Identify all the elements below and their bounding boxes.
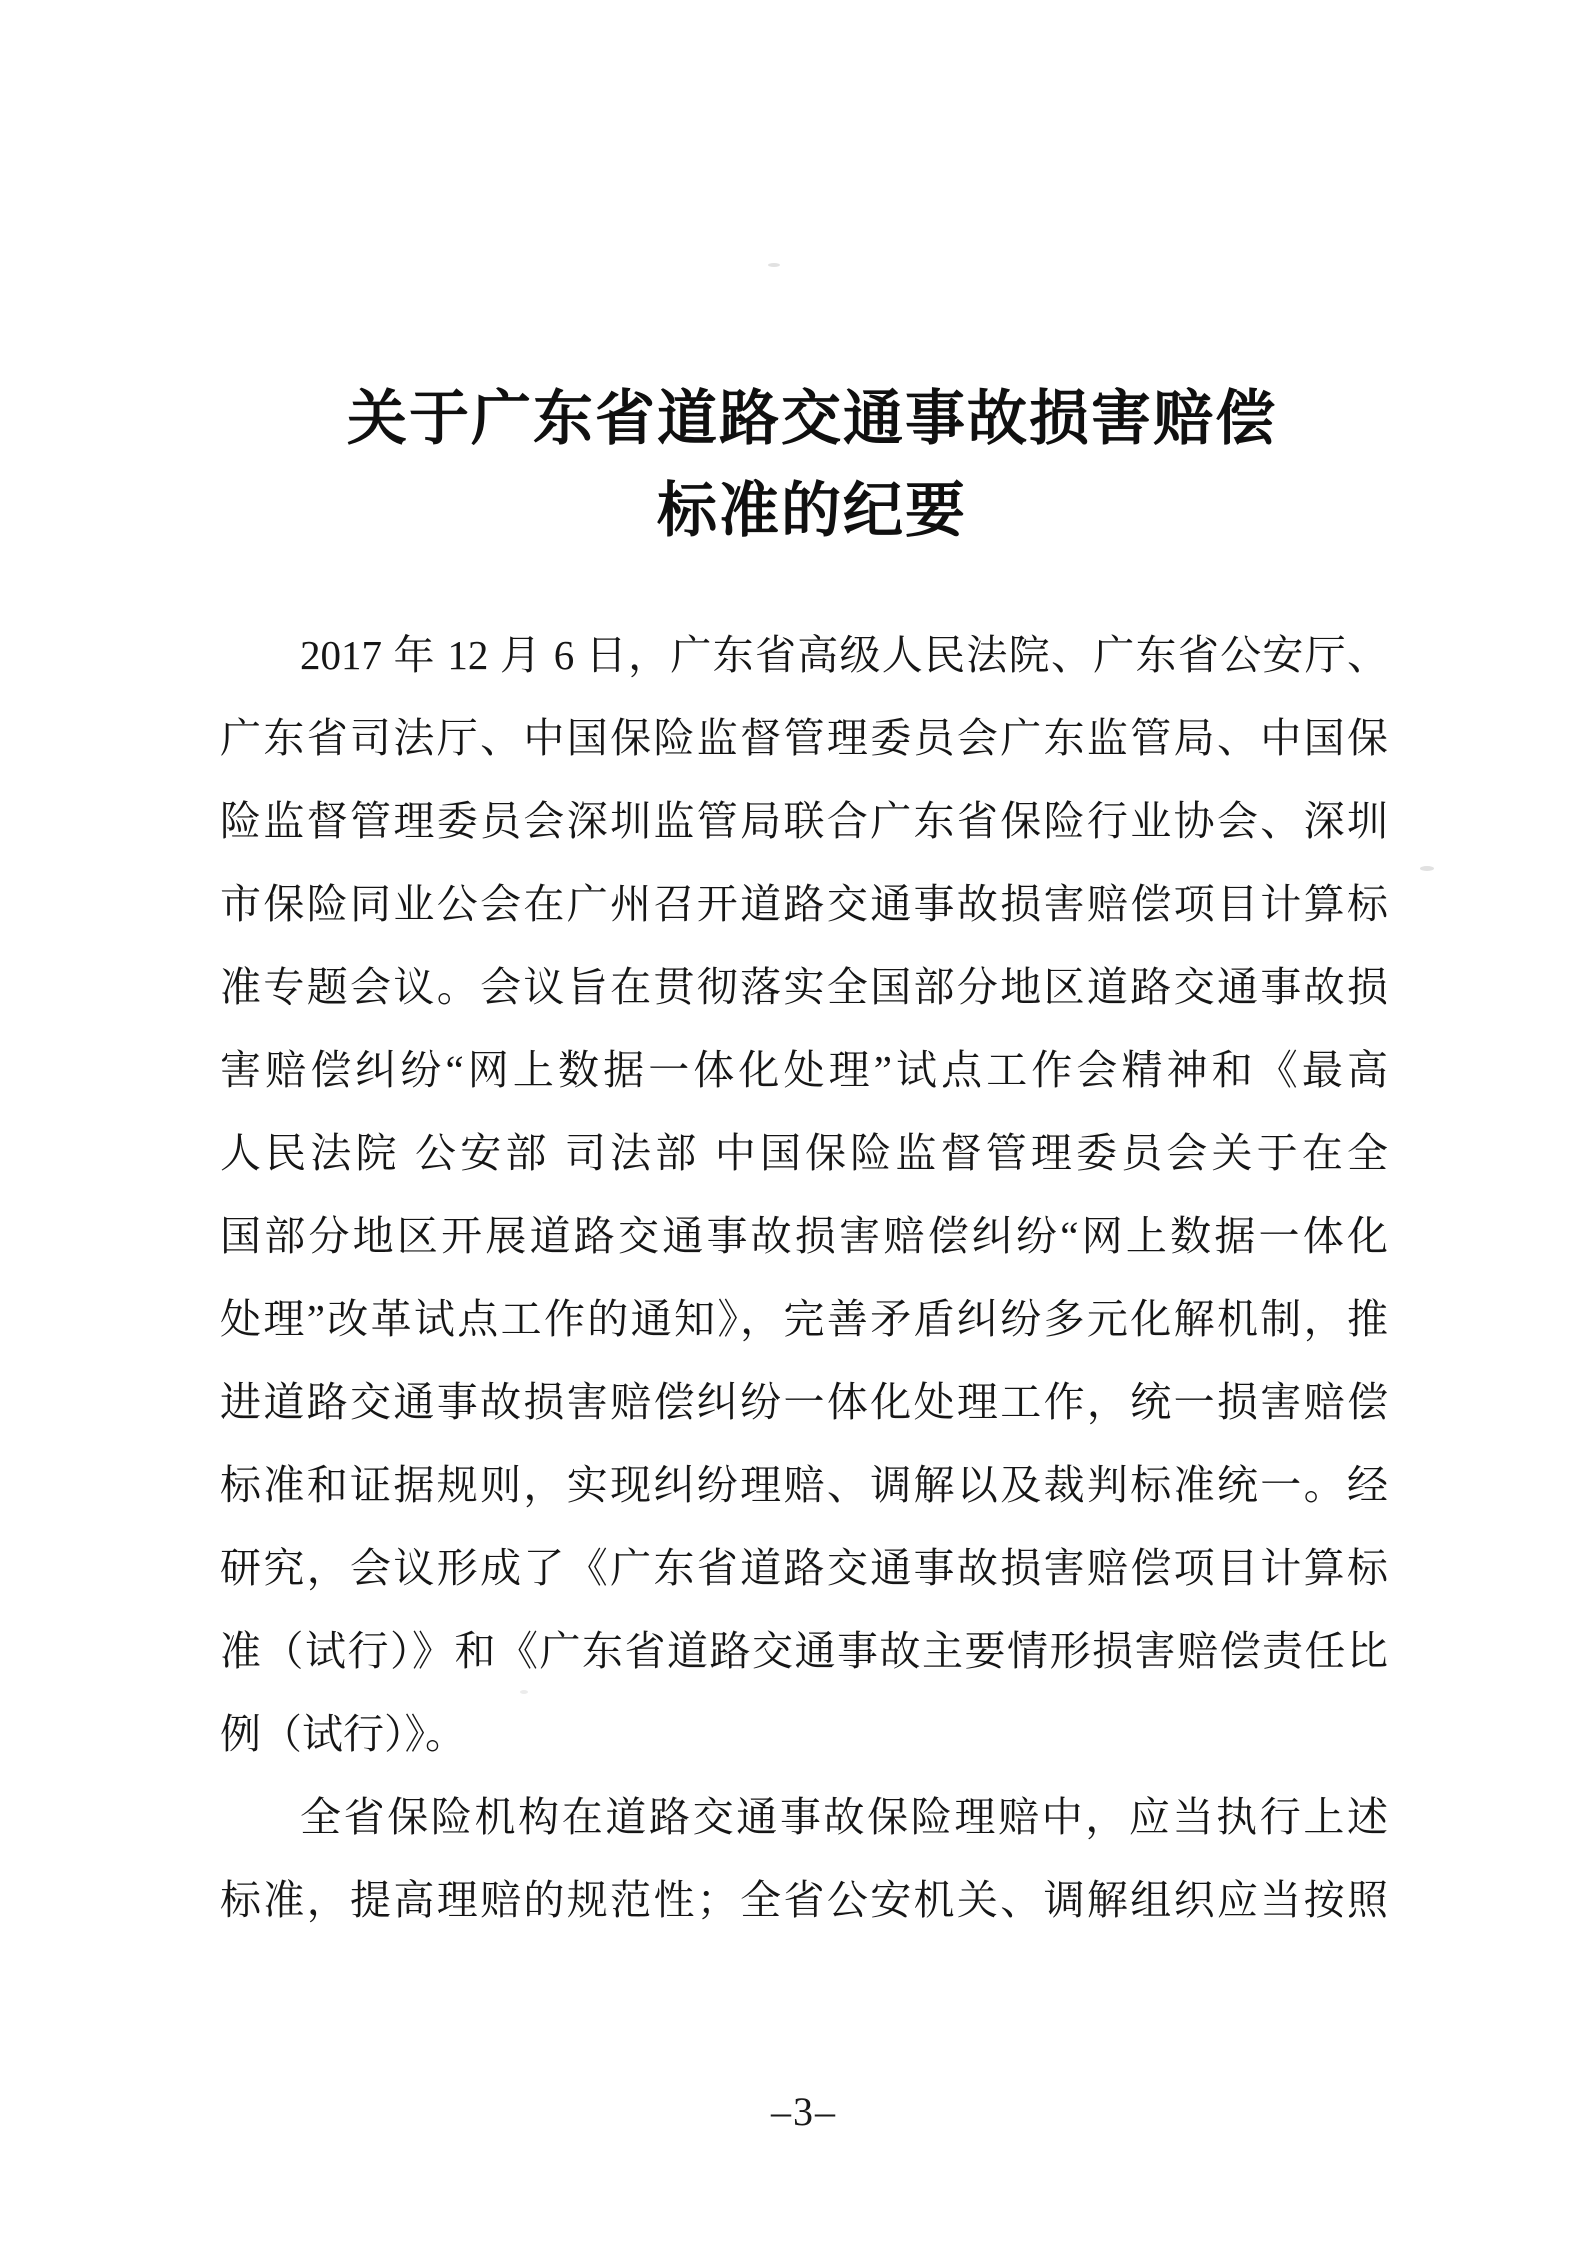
body-line: 标准和证据规则，实现纠纷理赔、调解以及裁判标准统一。经 — [220, 1462, 1388, 1508]
scan-speck — [768, 263, 780, 267]
document-title — [228, 373, 1396, 557]
document-body — [220, 614, 1388, 1942]
title-line-2: 标准的纪要 — [657, 478, 967, 544]
body-line: 全省保险机构在道路交通事故保险理赔中，应当执行上述 — [300, 1794, 1388, 1840]
body-line: 准专题会议。会议旨在贯彻落实全国部分地区道路交通事故损 — [220, 964, 1388, 1010]
body-line: 研究，会议形成了《广东省道路交通事故损害赔偿项目计算标 — [220, 1545, 1388, 1591]
body-line: 国部分地区开展道路交通事故损害赔偿纠纷“网上数据一体化 — [220, 1213, 1388, 1259]
scan-speck — [1420, 866, 1434, 871]
body-line: 处理”改革试点工作的通知》，完善矛盾纠纷多元化解机制，推 — [220, 1296, 1388, 1342]
body-line: 人民法院 公安部 司法部 中国保险监督管理委员会关于在全 — [220, 1130, 1388, 1176]
body-line: 险监督管理委员会深圳监管局联合广东省保险行业协会、深圳 — [220, 798, 1388, 844]
page-number: –3– — [771, 2089, 837, 2134]
title-line-1: 关于广东省道路交通事故损害赔偿 — [347, 386, 1277, 452]
body-line: 2017 年 12 月 6 日，广东省高级人民法院、广东省公安厅、 — [300, 632, 1388, 678]
body-line: 害赔偿纠纷“网上数据一体化处理”试点工作会精神和《最高 — [220, 1047, 1388, 1093]
body-line: 标准，提高理赔的规范性；全省公安机关、调解组织应当按照 — [220, 1877, 1388, 1923]
body-line: 进道路交通事故损害赔偿纠纷一体化处理工作，统一损害赔偿 — [220, 1379, 1388, 1425]
body-line: 市保险同业公会在广州召开道路交通事故损害赔偿项目计算标 — [220, 881, 1388, 927]
body-line: 准（试行）》和《广东省道路交通事故主要情形损害赔偿责任比 — [220, 1628, 1388, 1674]
body-line-paragraph-end: 例（试行）》。 — [220, 1711, 466, 1757]
body-line: 广东省司法厅、中国保险监督管理委员会广东监管局、中国保 — [220, 715, 1388, 761]
scan-speck — [520, 1690, 528, 1694]
